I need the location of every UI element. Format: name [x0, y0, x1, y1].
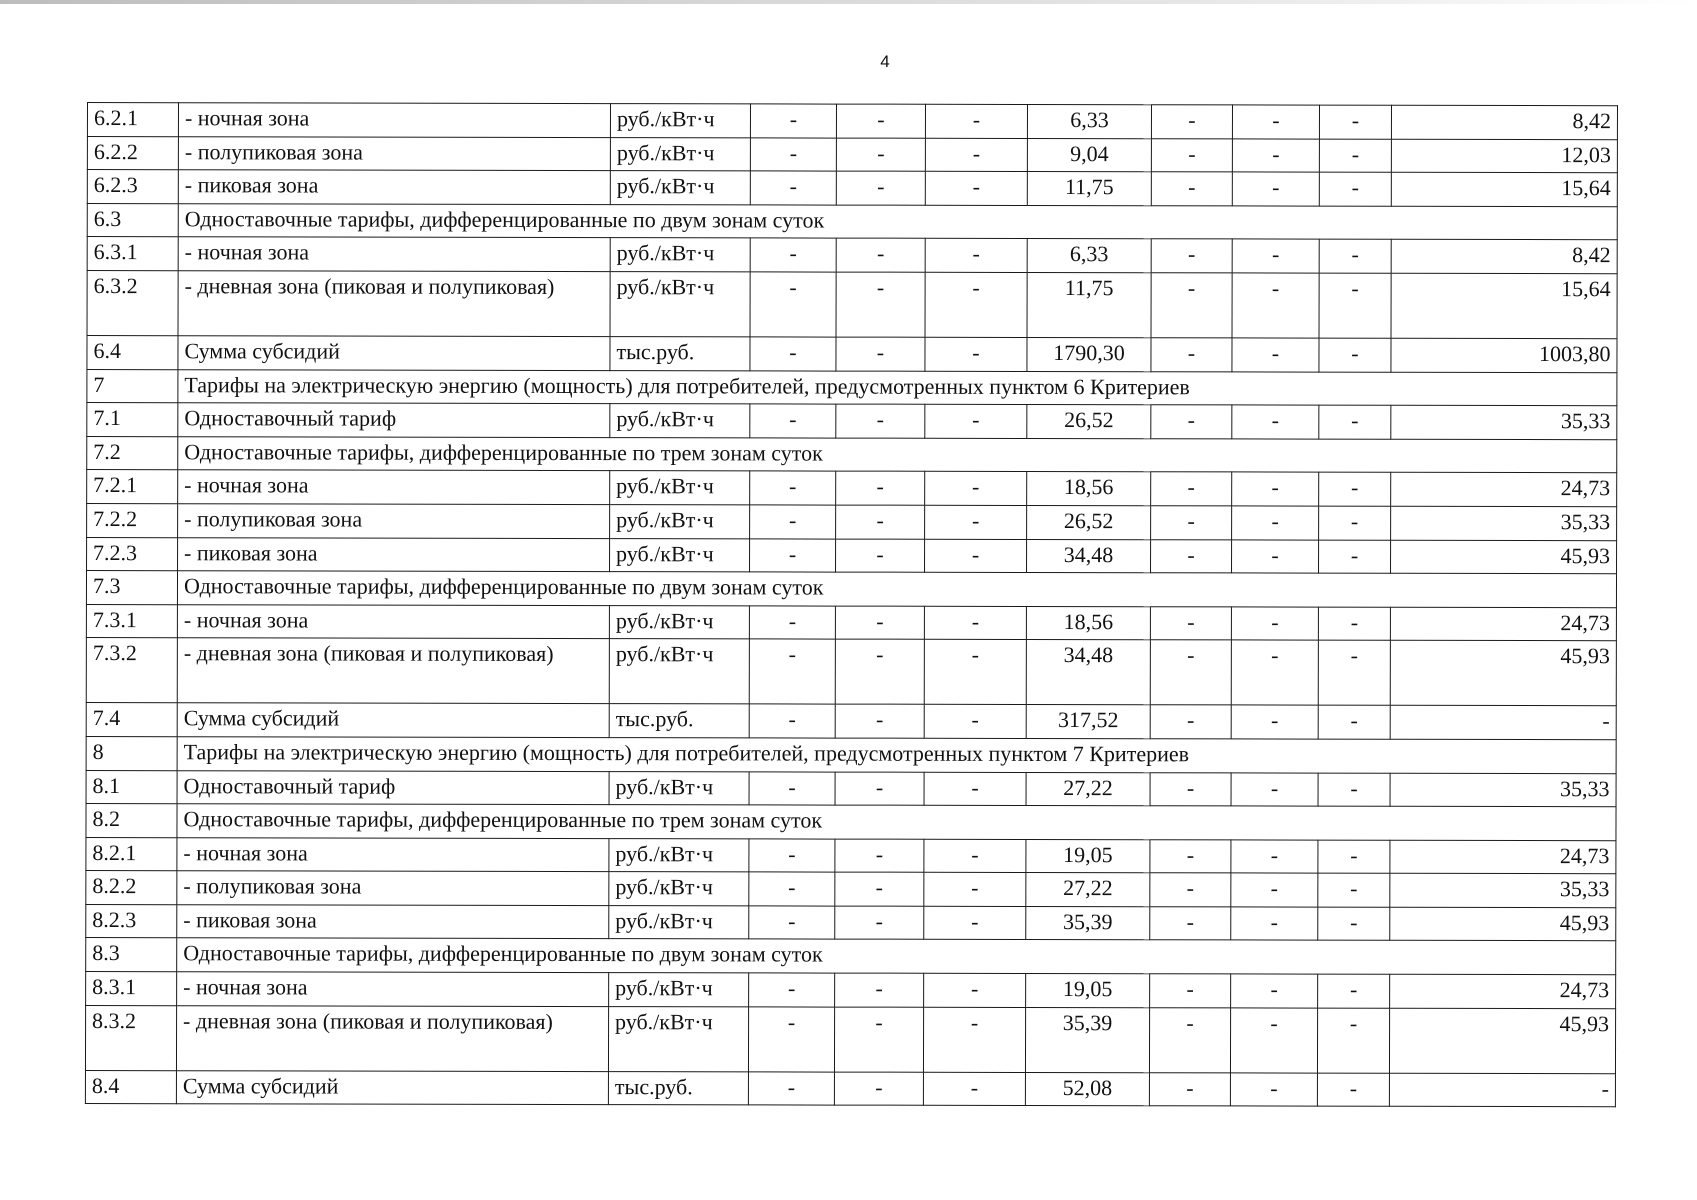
- empty-cell: -: [924, 772, 1026, 806]
- value-cell: 45,93: [1390, 907, 1616, 941]
- empty-cell: -: [1150, 907, 1231, 941]
- value-cell: 34,48: [1026, 640, 1150, 705]
- row-number-cell: 8.3: [86, 938, 177, 972]
- section-row: [86, 804, 1616, 841]
- empty-cell: -: [1231, 705, 1318, 739]
- value-cell: 35,33: [1391, 405, 1617, 439]
- description-cell: Одноставочный тариф: [177, 770, 609, 804]
- unit-cell: руб./кВт·ч: [608, 1006, 748, 1071]
- value-cell: 12,03: [1391, 139, 1617, 173]
- table-row: [87, 470, 1617, 507]
- row-number-cell: 6.2.3: [87, 170, 178, 204]
- description-cell: - ночная зона: [178, 470, 610, 504]
- value-cell: 24,73: [1391, 473, 1617, 507]
- row-number-cell: 8.2.2: [86, 871, 177, 905]
- unit-cell: руб./кВт·ч: [610, 505, 750, 539]
- empty-cell: -: [835, 772, 924, 806]
- empty-cell: -: [1151, 472, 1232, 506]
- tariff-table-body: [85, 103, 1617, 1107]
- empty-cell: -: [750, 238, 836, 272]
- empty-cell: -: [749, 704, 835, 738]
- empty-cell: -: [1231, 607, 1318, 641]
- table-row: [87, 136, 1617, 173]
- empty-cell: -: [1319, 239, 1391, 273]
- empty-cell: -: [924, 906, 1026, 940]
- value-cell: 1790,30: [1027, 337, 1151, 371]
- unit-cell: руб./кВт·ч: [609, 973, 749, 1007]
- value-cell: -: [1389, 1073, 1615, 1107]
- empty-cell: -: [835, 906, 924, 940]
- empty-cell: -: [1150, 705, 1231, 739]
- value-cell: 19,05: [1026, 839, 1150, 873]
- empty-cell: -: [924, 705, 1026, 739]
- description-cell: - пиковая зона: [178, 170, 610, 204]
- table-row: [86, 837, 1616, 874]
- value-cell: 317,52: [1026, 705, 1150, 739]
- value-cell: 6,33: [1027, 239, 1151, 273]
- unit-cell: руб./кВт·ч: [610, 471, 750, 505]
- empty-cell: -: [1319, 139, 1391, 173]
- empty-cell: -: [1319, 105, 1391, 139]
- empty-cell: -: [1231, 873, 1318, 907]
- value-cell: 15,64: [1391, 172, 1617, 206]
- empty-cell: -: [1318, 907, 1390, 941]
- table-row: [87, 170, 1617, 207]
- unit-cell: руб./кВт·ч: [610, 272, 750, 337]
- value-cell: 35,33: [1390, 874, 1616, 908]
- value-cell: 45,93: [1390, 641, 1616, 706]
- empty-cell: -: [923, 1072, 1025, 1106]
- empty-cell: -: [749, 839, 835, 873]
- table-row: [87, 403, 1617, 440]
- empty-cell: -: [836, 505, 925, 539]
- value-cell: 18,56: [1026, 606, 1150, 640]
- description-cell: - дневная зона (пиковая и полупиковая): [176, 1005, 608, 1071]
- empty-cell: -: [835, 639, 924, 704]
- unit-cell: руб./кВт·ч: [609, 605, 749, 639]
- value-cell: 34,48: [1027, 539, 1151, 573]
- section-row: [86, 571, 1616, 608]
- empty-cell: -: [925, 138, 1027, 172]
- section-title-cell: Тарифы на электрическую энергию (мощность) для потребителей, предусмотренных пунктом 7 Критериев: [177, 737, 1616, 774]
- row-number-cell: 6.2.2: [87, 136, 178, 170]
- value-cell: 15,64: [1391, 273, 1617, 338]
- description-cell: - полупиковая зона: [178, 136, 610, 170]
- empty-cell: -: [1319, 172, 1391, 206]
- row-number-cell: 8.2: [86, 804, 177, 838]
- value-cell: 45,93: [1391, 540, 1617, 574]
- empty-cell: -: [836, 238, 925, 272]
- empty-cell: -: [1319, 506, 1391, 540]
- row-number-cell: 8.2.3: [86, 904, 177, 938]
- empty-cell: -: [835, 973, 924, 1007]
- value-cell: 18,56: [1027, 472, 1151, 506]
- empty-cell: -: [835, 872, 924, 906]
- empty-cell: -: [1232, 338, 1319, 372]
- table-row: [87, 237, 1617, 274]
- description-cell: - дневная зона (пиковая и полупиковая): [178, 271, 610, 337]
- value-cell: 19,05: [1026, 974, 1150, 1008]
- section-row: [86, 736, 1616, 773]
- table-row: [86, 604, 1616, 641]
- empty-cell: -: [834, 1072, 923, 1106]
- row-number-cell: 7.2: [87, 436, 178, 470]
- row-number-cell: 7.1: [87, 403, 178, 437]
- empty-cell: -: [1231, 840, 1318, 874]
- empty-cell: -: [1231, 907, 1318, 941]
- unit-cell: руб./кВт·ч: [610, 538, 750, 572]
- empty-cell: -: [1232, 172, 1319, 206]
- description-cell: Одноставочный тариф: [178, 403, 610, 437]
- empty-cell: -: [836, 404, 925, 438]
- unit-cell: руб./кВт·ч: [610, 104, 750, 138]
- value-cell: 11,75: [1027, 172, 1151, 206]
- empty-cell: -: [925, 404, 1027, 438]
- empty-cell: -: [750, 337, 836, 371]
- empty-cell: -: [1319, 540, 1391, 574]
- value-cell: 35,39: [1026, 906, 1150, 940]
- empty-cell: -: [749, 973, 835, 1007]
- row-number-cell: 8.4: [85, 1070, 176, 1104]
- row-number-cell: 8.2.1: [86, 837, 177, 871]
- table-row: [85, 1005, 1615, 1073]
- empty-cell: -: [836, 272, 925, 337]
- empty-cell: -: [1232, 273, 1319, 338]
- empty-cell: -: [1150, 640, 1231, 705]
- row-number-cell: 8.3.1: [86, 972, 177, 1006]
- tariff-table: [85, 102, 1618, 1107]
- empty-cell: -: [750, 104, 836, 138]
- value-cell: 1003,80: [1391, 338, 1617, 372]
- empty-cell: -: [1318, 873, 1390, 907]
- row-number-cell: 6.3: [87, 203, 178, 237]
- value-cell: 24,73: [1390, 607, 1616, 641]
- value-cell: -: [1390, 706, 1616, 740]
- row-number-cell: 6.3.2: [87, 270, 178, 335]
- empty-cell: -: [836, 539, 925, 573]
- description-cell: - полупиковая зона: [178, 504, 610, 538]
- empty-cell: -: [750, 538, 836, 572]
- empty-cell: -: [836, 138, 925, 172]
- scan-edge: [0, 0, 1697, 4]
- empty-cell: -: [1151, 138, 1232, 172]
- empty-cell: -: [1319, 338, 1391, 372]
- empty-cell: -: [924, 606, 1026, 640]
- empty-cell: -: [924, 873, 1026, 907]
- empty-cell: -: [748, 1007, 834, 1072]
- empty-cell: -: [1232, 405, 1319, 439]
- unit-cell: руб./кВт·ч: [610, 238, 750, 272]
- section-row: [87, 369, 1617, 406]
- section-title-cell: Тарифы на электрическую энергию (мощность) для потребителей, предусмотренных пунктом 6 Критериев: [178, 369, 1617, 406]
- empty-cell: -: [1317, 1073, 1389, 1107]
- empty-cell: -: [1231, 640, 1318, 705]
- empty-cell: -: [924, 640, 1026, 705]
- empty-cell: -: [834, 1007, 923, 1072]
- table-row: [86, 904, 1616, 941]
- empty-cell: -: [1151, 539, 1232, 573]
- value-cell: 26,52: [1027, 405, 1151, 439]
- empty-cell: -: [750, 137, 836, 171]
- empty-cell: -: [1151, 172, 1232, 206]
- section-title-cell: Одноставочные тарифы, дифференцированные по трем зонам суток: [177, 804, 1616, 841]
- unit-cell: руб./кВт·ч: [610, 171, 750, 205]
- empty-cell: -: [1151, 405, 1232, 439]
- row-number-cell: 8: [86, 736, 177, 770]
- table-row: [86, 703, 1616, 740]
- value-cell: 24,73: [1390, 840, 1616, 874]
- empty-cell: -: [1151, 273, 1232, 338]
- empty-cell: -: [1151, 338, 1232, 372]
- empty-cell: -: [749, 771, 835, 805]
- value-cell: 27,22: [1026, 772, 1150, 806]
- value-cell: 24,73: [1390, 974, 1616, 1008]
- row-number-cell: 7.3: [86, 571, 177, 605]
- unit-cell: тыс.руб.: [610, 337, 750, 371]
- table-row: [86, 972, 1616, 1009]
- empty-cell: -: [750, 404, 836, 438]
- empty-cell: -: [1231, 974, 1318, 1008]
- empty-cell: -: [1319, 472, 1391, 506]
- empty-cell: -: [835, 704, 924, 738]
- empty-cell: -: [925, 171, 1027, 205]
- value-cell: 11,75: [1027, 272, 1151, 337]
- empty-cell: -: [749, 872, 835, 906]
- section-row: [87, 436, 1617, 473]
- empty-cell: -: [749, 606, 835, 640]
- section-title-cell: Одноставочные тарифы, дифференцированные по двум зонам суток: [177, 571, 1616, 608]
- empty-cell: -: [1230, 1008, 1317, 1073]
- description-cell: - полупиковая зона: [177, 871, 609, 905]
- value-cell: 27,22: [1026, 873, 1150, 907]
- empty-cell: -: [835, 839, 924, 873]
- empty-cell: -: [1150, 772, 1231, 806]
- description-cell: - ночная зона: [177, 837, 609, 871]
- empty-cell: -: [925, 337, 1027, 371]
- empty-cell: -: [924, 973, 1026, 1007]
- section-row: [86, 938, 1616, 975]
- empty-cell: -: [924, 839, 1026, 873]
- empty-cell: -: [1151, 105, 1232, 139]
- empty-cell: -: [1318, 640, 1390, 705]
- empty-cell: -: [925, 239, 1027, 273]
- table-row: [87, 503, 1617, 540]
- value-cell: 9,04: [1027, 138, 1151, 172]
- empty-cell: -: [1318, 607, 1390, 641]
- value-cell: 8,42: [1391, 240, 1617, 274]
- empty-cell: -: [749, 906, 835, 940]
- description-cell: Сумма субсидий: [178, 336, 610, 370]
- description-cell: - ночная зона: [178, 237, 610, 271]
- row-number-cell: 6.3.1: [87, 237, 178, 271]
- description-cell: - ночная зона: [177, 972, 609, 1006]
- empty-cell: -: [925, 272, 1027, 337]
- value-cell: 35,33: [1391, 506, 1617, 540]
- value-cell: 45,93: [1389, 1008, 1615, 1073]
- empty-cell: -: [925, 104, 1027, 138]
- row-number-cell: 7.2.2: [87, 503, 178, 537]
- unit-cell: тыс.руб.: [609, 704, 749, 738]
- empty-cell: -: [1232, 506, 1319, 540]
- empty-cell: -: [1232, 138, 1319, 172]
- value-cell: 8,42: [1391, 105, 1617, 139]
- empty-cell: -: [1318, 773, 1390, 807]
- empty-cell: -: [1231, 772, 1318, 806]
- empty-cell: -: [836, 337, 925, 371]
- description-cell: Сумма субсидий: [176, 1070, 608, 1104]
- table-row: [87, 270, 1617, 338]
- empty-cell: -: [1149, 1072, 1230, 1106]
- row-number-cell: 6.2.1: [87, 103, 178, 137]
- empty-cell: -: [1319, 405, 1391, 439]
- row-number-cell: 7.2.3: [87, 537, 178, 571]
- table-row: [87, 537, 1617, 574]
- description-cell: Сумма субсидий: [177, 703, 609, 737]
- section-row: [87, 203, 1617, 240]
- row-number-cell: 7.3.2: [86, 638, 177, 703]
- empty-cell: -: [1230, 1073, 1317, 1107]
- empty-cell: -: [750, 505, 836, 539]
- empty-cell: -: [750, 171, 836, 205]
- table-row: [86, 770, 1616, 807]
- section-title-cell: Одноставочные тарифы, дифференцированные по двум зонам суток: [178, 203, 1617, 240]
- empty-cell: -: [1318, 840, 1390, 874]
- row-number-cell: 7.3.1: [86, 604, 177, 638]
- row-number-cell: 7.2.1: [87, 470, 178, 504]
- empty-cell: -: [750, 471, 836, 505]
- empty-cell: -: [1150, 606, 1231, 640]
- empty-cell: -: [836, 171, 925, 205]
- empty-cell: -: [1151, 506, 1232, 540]
- empty-cell: -: [1149, 1007, 1230, 1072]
- value-cell: 35,39: [1025, 1007, 1149, 1072]
- description-cell: - ночная зона: [178, 103, 610, 137]
- empty-cell: -: [1150, 873, 1231, 907]
- row-number-cell: 8.1: [86, 770, 177, 804]
- empty-cell: -: [925, 472, 1027, 506]
- value-cell: 6,33: [1027, 104, 1151, 138]
- empty-cell: -: [1317, 1008, 1389, 1073]
- row-number-cell: 8.3.2: [85, 1005, 176, 1070]
- value-cell: 35,33: [1390, 773, 1616, 807]
- unit-cell: руб./кВт·ч: [609, 872, 749, 906]
- table-row: [86, 871, 1616, 908]
- empty-cell: -: [1318, 974, 1390, 1008]
- empty-cell: -: [1151, 239, 1232, 273]
- unit-cell: руб./кВт·ч: [609, 838, 749, 872]
- unit-cell: руб./кВт·ч: [609, 905, 749, 939]
- empty-cell: -: [749, 639, 835, 704]
- unit-cell: руб./кВт·ч: [610, 404, 750, 438]
- empty-cell: -: [1318, 705, 1390, 739]
- empty-cell: -: [925, 505, 1027, 539]
- unit-cell: руб./кВт·ч: [609, 639, 749, 704]
- empty-cell: -: [1232, 472, 1319, 506]
- value-cell: 52,08: [1025, 1072, 1149, 1106]
- description-cell: - дневная зона (пиковая и полупиковая): [177, 638, 609, 704]
- document-page: [85, 102, 1618, 1107]
- empty-cell: -: [836, 104, 925, 138]
- empty-cell: -: [835, 606, 924, 640]
- empty-cell: -: [1150, 839, 1231, 873]
- table-row: [85, 1070, 1615, 1107]
- row-number-cell: 6.4: [87, 335, 178, 369]
- unit-cell: руб./кВт·ч: [610, 137, 750, 171]
- value-cell: 26,52: [1027, 505, 1151, 539]
- section-title-cell: Одноставочные тарифы, дифференцированные по двум зонам суток: [177, 938, 1616, 975]
- empty-cell: -: [750, 272, 836, 337]
- table-row: [87, 335, 1617, 372]
- description-cell: - пиковая зона: [177, 905, 609, 939]
- empty-cell: -: [1319, 273, 1391, 338]
- unit-cell: тыс.руб.: [608, 1071, 748, 1105]
- empty-cell: -: [923, 1007, 1025, 1072]
- unit-cell: руб./кВт·ч: [609, 771, 749, 805]
- empty-cell: -: [925, 539, 1027, 573]
- empty-cell: -: [748, 1072, 834, 1106]
- page-number: 4: [880, 52, 890, 71]
- empty-cell: -: [836, 471, 925, 505]
- empty-cell: -: [1232, 105, 1319, 139]
- empty-cell: -: [1232, 239, 1319, 273]
- description-cell: - пиковая зона: [178, 537, 610, 571]
- row-number-cell: 7.4: [86, 703, 177, 737]
- row-number-cell: 7: [87, 369, 178, 403]
- empty-cell: -: [1232, 539, 1319, 573]
- description-cell: - ночная зона: [177, 604, 609, 638]
- table-row: [87, 103, 1617, 140]
- table-row: [86, 638, 1616, 706]
- empty-cell: -: [1150, 974, 1231, 1008]
- section-title-cell: Одноставочные тарифы, дифференцированные по трем зонам суток: [178, 436, 1617, 473]
